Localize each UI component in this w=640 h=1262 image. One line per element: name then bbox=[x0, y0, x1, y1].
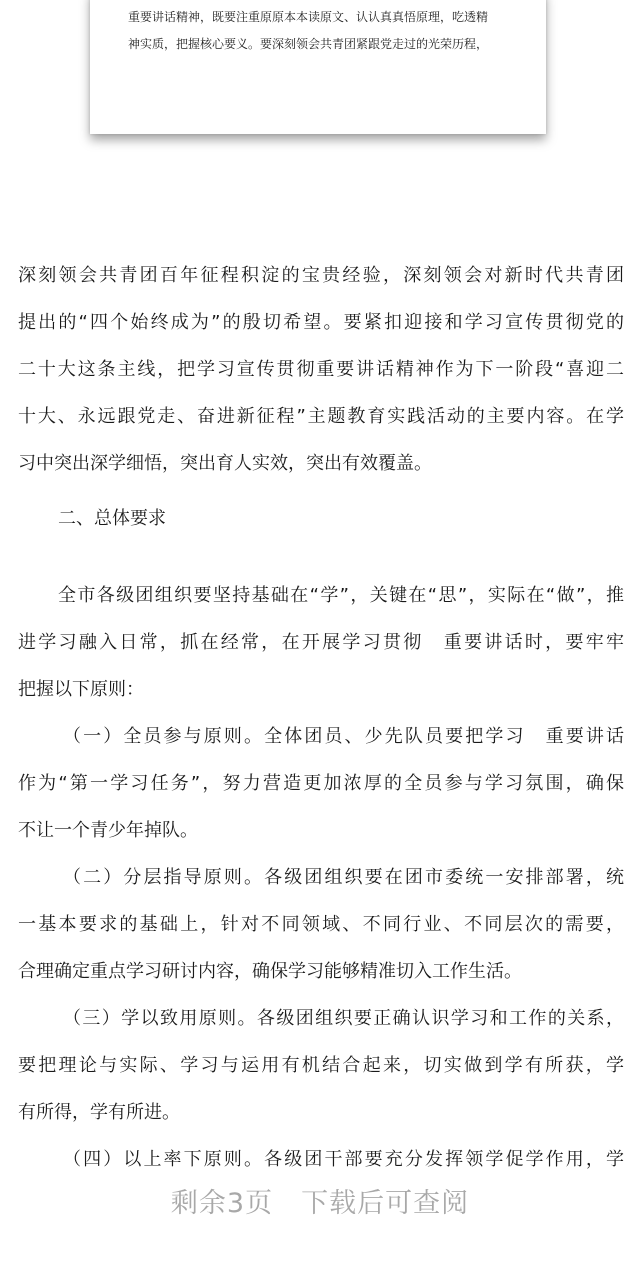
preview-line: 神实质，把握核心要义。要深刻领会共青团紧跟党走过的光荣历程， bbox=[128, 37, 489, 51]
section-heading: 二、总体要求 bbox=[58, 508, 166, 529]
text-line: 深刻领会共青团百年征程积淀的宝贵经验，深刻领会对新时代共青团 bbox=[18, 265, 624, 286]
text-line: 合理确定重点学习研讨内容，确保学习能够精准切入工作生活。 bbox=[18, 961, 522, 982]
text-line: 把握以下原则： bbox=[18, 679, 144, 700]
text-line: 提出的“四个始终成为”的殷切希望。要紧扣迎接和学习宣传贯彻党的 bbox=[18, 312, 624, 333]
text-line: 进学习融入日常，抓在经常，在开展学习贯彻 重要讲话时，要牢牢 bbox=[18, 632, 624, 653]
text-line: （二）分层指导原则。各级团组织要在团市委统一安排部署，统 bbox=[63, 867, 624, 888]
principle-full-participation bbox=[18, 713, 624, 854]
text-line: （一）全员参与原则。全体团员、少先队员要把学习 重要讲话 bbox=[63, 726, 624, 747]
text-line: 十大、永远跟党走、奋进新征程”主题教育实践活动的主要内容。在学 bbox=[18, 406, 624, 427]
text-line: 有所得，学有所进。 bbox=[18, 1102, 180, 1123]
text-line: 不让一个青少年掉队。 bbox=[18, 820, 198, 841]
preview-line: 重要讲话精神，既要注重原原本本读原文、认认真真悟原理，吃透精 bbox=[128, 10, 489, 24]
text-line: 二十大这条主线，把学习宣传贯彻重要讲话精神作为下一阶段“喜迎二 bbox=[18, 359, 624, 380]
text-line: （三）学以致用原则。各级团组织要正确认识学习和工作的关系， bbox=[63, 1008, 624, 1029]
text-line: 习中突出深学细悟，突出育人实效，突出有效覆盖。 bbox=[18, 453, 432, 474]
document-body bbox=[18, 252, 624, 1183]
principle-learning-application bbox=[18, 995, 624, 1136]
text-line: 要把理论与实际、学习与运用有机结合起来，切实做到学有所获，学 bbox=[18, 1055, 624, 1076]
paragraph-study-focus bbox=[18, 252, 624, 487]
remaining-pages-banner[interactable] bbox=[0, 1160, 640, 1240]
text-line: 作为“第一学习任务”，努力营造更加浓厚的全员参与学习氛围，确保 bbox=[18, 773, 624, 794]
remaining-pages-label[interactable]: 剩余3页 下载后可查阅 bbox=[170, 1187, 470, 1219]
text-line: （四）以上率下原则。各级团干部要充分发挥领学促学作用，学 bbox=[63, 1149, 624, 1170]
text-line: 全市各级团组织要坚持基础在“学”，关键在“思”，实际在“做”，推 bbox=[58, 585, 624, 606]
principle-layered-guidance bbox=[18, 854, 624, 995]
preview-text bbox=[128, 4, 518, 58]
text-line: 一基本要求的基础上，针对不同领域、不同行业、不同层次的需要， bbox=[18, 914, 624, 935]
previous-page-preview bbox=[90, 0, 546, 134]
paragraph-general-requirements bbox=[18, 572, 624, 713]
